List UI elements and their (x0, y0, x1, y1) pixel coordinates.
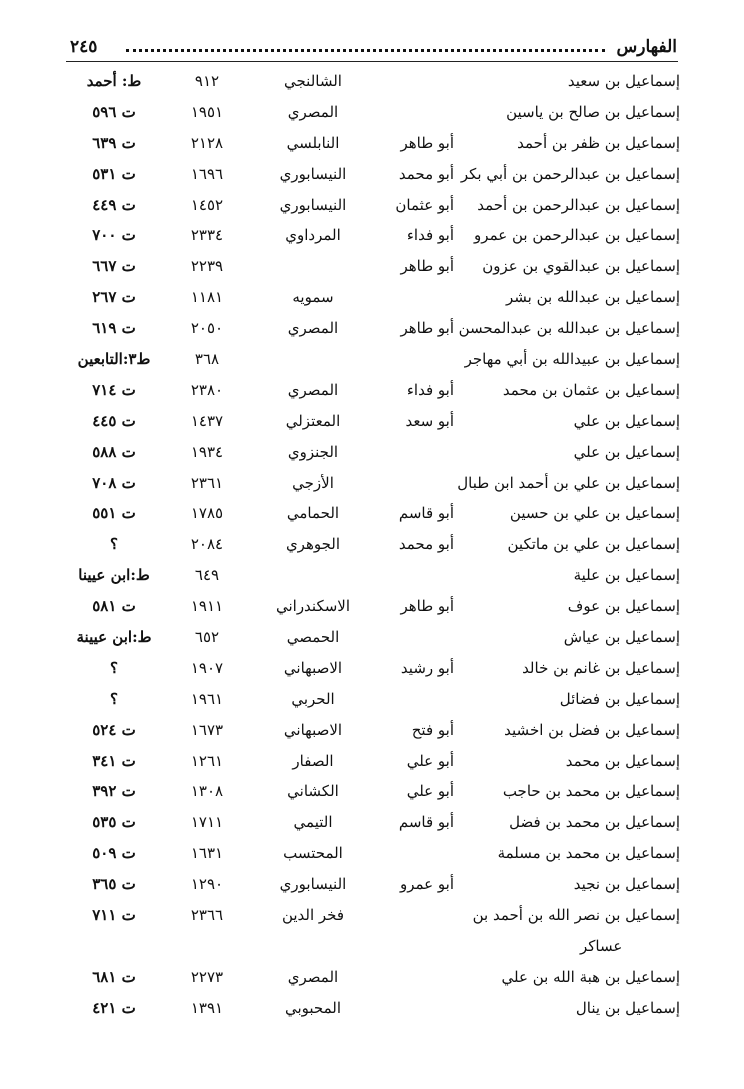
index-row (60, 653, 680, 684)
entry-nisba: المصري (287, 102, 339, 121)
entry-number: ١٣٩١ (190, 998, 224, 1017)
index-row (60, 159, 680, 190)
entry-reference: ت ٤٢١ (92, 998, 136, 1017)
entry-number: ١٢٩٠ (190, 875, 224, 894)
entry-name: إسماعيل بن عثمان بن محمد (502, 380, 680, 399)
leader-dots (126, 49, 605, 52)
entry-nisba: التيمي (293, 813, 333, 832)
entry-nisba: الاصبهاني (283, 720, 343, 739)
index-row (60, 529, 680, 560)
entry-reference: ط٣:التابعين (77, 350, 151, 369)
index-row (60, 591, 680, 622)
entry-reference: ت ٢٦٧ (92, 288, 136, 307)
entry-number: ٢٣٦٦ (190, 906, 224, 925)
entry-nisba: الحمامي (286, 504, 340, 523)
entry-nisba: الجنزوي (287, 442, 339, 461)
entry-number: ٩١٢ (194, 72, 220, 90)
entry-kunya: أبو علي (406, 782, 454, 801)
index-row (60, 498, 680, 529)
entry-nisba: الكشاني (287, 782, 339, 801)
entry-name: إسماعيل بن سعيد (567, 72, 680, 90)
entry-reference: ت ٥٩٦ (92, 102, 136, 121)
entry-number: ١٤٥٢ (190, 195, 224, 214)
entry-name: إسماعيل بن محمد بن حاجب (502, 782, 680, 801)
index-row (60, 622, 680, 653)
entry-name: إسماعيل بن عبيدالله بن أبي مهاجر (464, 350, 680, 369)
index-row (60, 776, 680, 807)
entry-number: ١٧١١ (190, 813, 224, 832)
entry-reference: ت ٥٨٨ (92, 442, 136, 461)
entry-name: إسماعيل بن علي بن ماتكين (507, 535, 680, 554)
index-row (60, 869, 680, 900)
entry-kunya: أبو سعد (405, 411, 454, 430)
entry-reference: ت ٣٩٢ (92, 782, 136, 801)
entry-reference: ت ٥٢٤ (92, 720, 136, 739)
entry-number: ١٩٦١ (190, 689, 224, 708)
entry-number: ١٣٠٨ (190, 782, 224, 801)
entry-nisba: النيسابوري (279, 195, 347, 214)
index-list (60, 66, 680, 1024)
page-header (70, 36, 677, 60)
entry-number: ١٩١١ (190, 597, 224, 616)
entry-reference: ؟ (110, 535, 118, 554)
entry-nisba: الجوهري (285, 535, 341, 554)
entry-name: إسماعيل بن عوف (567, 597, 680, 616)
entry-name: إسماعيل بن علية (573, 566, 680, 585)
entry-nisba: الحربي (291, 689, 335, 708)
entry-number: ٣٦٨ (194, 350, 220, 369)
entry-name: إسماعيل بن عبدالرحمن بن أبي بكر (460, 164, 680, 183)
index-row (60, 838, 680, 869)
entry-reference: ط:ابن عيينة (76, 628, 152, 647)
entry-name: إسماعيل بن عبدالله بن بشر (505, 288, 680, 307)
entry-reference: ت ٣٤١ (92, 751, 136, 770)
entry-reference: ت ٦٨١ (92, 967, 136, 986)
index-row (60, 375, 680, 406)
entry-nisba: الأزجي (292, 473, 334, 492)
entry-reference: ط:ابن عيينا (78, 566, 150, 585)
entry-reference: ت ٦٦٧ (92, 257, 136, 276)
entry-kunya: أبو فداء (406, 380, 454, 399)
entry-nisba: الاسكندراني (275, 597, 351, 616)
entry-number: ٢٠٨٤ (190, 535, 224, 554)
entry-nisba: الصفار (292, 751, 334, 770)
entry-number: ١٩٠٧ (190, 658, 224, 677)
index-row (60, 560, 680, 591)
entry-nisba: المحبوبي (284, 998, 342, 1017)
entry-number: ١٦٩٦ (190, 164, 224, 183)
entry-name: إسماعيل بن ظفر بن أحمد (517, 133, 680, 152)
entry-nisba: النيسابوري (279, 875, 347, 894)
entry-nisba: المعتزلي (285, 411, 341, 430)
entry-kunya: أبو طاهر (400, 133, 454, 152)
entry-name: إسماعيل بن محمد بن فضل (509, 813, 680, 832)
entry-number: ١٤٣٧ (190, 411, 224, 430)
entry-reference: ت ٥٥١ (92, 504, 136, 523)
entry-reference: ت ٦١٩ (92, 319, 136, 338)
entry-kunya: أبو قاسم (398, 813, 454, 832)
index-row (60, 684, 680, 715)
index-row (60, 993, 680, 1024)
index-row (60, 313, 680, 344)
entry-number: ١٢٦١ (190, 751, 224, 770)
entry-reference: ؟ (110, 658, 118, 677)
index-row (60, 97, 680, 128)
entry-kunya: أبو طاهر (400, 597, 454, 616)
entry-kunya: أبو طاهر (400, 319, 454, 338)
entry-name: إسماعيل بن علي بن حسين (509, 504, 680, 523)
entry-reference: ت ٤٤٥ (92, 411, 136, 430)
entry-kunya: أبو طاهر (400, 257, 454, 276)
entry-nisba: المصري (287, 967, 339, 986)
entry-kunya: أبو رشيد (400, 658, 454, 677)
entry-nisba: المصري (287, 319, 339, 338)
entry-nisba: فخر الدين (281, 906, 345, 925)
entry-name: إسماعيل بن نجيد (573, 875, 680, 894)
entry-name: إسماعيل بن علي بن أحمد ابن طبال (457, 473, 680, 492)
entry-number: ١٦٧٣ (190, 720, 224, 739)
entry-reference: ؟ (110, 689, 118, 708)
entry-name: إسماعيل بن محمد بن مسلمة (497, 844, 680, 863)
entry-number: ٢٣٨٠ (190, 380, 224, 399)
entry-name: إسماعيل بن علي (573, 442, 680, 461)
index-row (60, 190, 680, 221)
entry-name: إسماعيل بن محمد (565, 751, 680, 770)
entry-number: ٦٤٩ (194, 566, 220, 585)
entry-reference: ت ٤٤٩ (92, 195, 136, 214)
entry-reference: ت ٣٦٥ (92, 875, 136, 894)
entry-nisba: النابلسي (286, 133, 340, 152)
entry-kunya: أبو قاسم (398, 504, 454, 523)
index-row-continuation (60, 931, 680, 962)
entry-name: إسماعيل بن صالح بن ياسين (506, 102, 680, 121)
entry-name: إسماعيل بن عبدالرحمن بن أحمد (477, 195, 680, 214)
entry-number: ١٩٣٤ (190, 442, 224, 461)
entry-reference: ت ٥٨١ (92, 597, 136, 616)
entry-kunya: أبو محمد (398, 164, 454, 183)
entry-nisba: المحتسب (283, 844, 343, 863)
index-row (60, 962, 680, 993)
index-row (60, 406, 680, 437)
entry-reference: ت ٥٠٩ (92, 844, 136, 863)
entry-name: إسماعيل بن عبدالله بن عبدالمحسن (458, 319, 680, 338)
entry-number: ٢٢٧٣ (190, 967, 224, 986)
entry-name: إسماعيل بن نصر الله بن أحمد بن (472, 906, 680, 925)
index-row (60, 282, 680, 313)
entry-kunya: أبو فتح (411, 720, 454, 739)
entry-number: ١٧٨٥ (190, 504, 224, 523)
entry-name: إسماعيل بن عياش (563, 628, 680, 647)
entry-nisba: الاصبهاني (283, 658, 343, 677)
entry-name: إسماعيل بن فضائل (559, 689, 680, 708)
entry-kunya: أبو فداء (406, 226, 454, 245)
index-row (60, 344, 680, 375)
entry-name: إسماعيل بن هبة الله بن علي (501, 967, 680, 986)
entry-kunya: أبو عمرو (399, 875, 454, 894)
entry-name: إسماعيل بن غانم بن خالد (522, 658, 680, 677)
entry-nisba: المصري (287, 380, 339, 399)
header-rule (66, 61, 678, 62)
index-row (60, 468, 680, 499)
index-row (60, 128, 680, 159)
entry-name: إسماعيل بن علي (573, 411, 680, 430)
index-row (60, 251, 680, 282)
entry-reference: ت ٥٣١ (92, 164, 136, 183)
entry-name: إسماعيل بن فضل بن اخشيد (504, 720, 680, 739)
index-row (60, 746, 680, 777)
entry-number: ٦٥٢ (194, 628, 220, 647)
entry-name: إسماعيل بن ينال (575, 998, 680, 1017)
entry-kunya: أبو علي (406, 751, 454, 770)
entry-reference: ت ٦٣٩ (92, 133, 136, 152)
page-number: ٢٤٥ (70, 37, 98, 57)
entry-nisba: الشالنجي (284, 72, 342, 90)
entry-number: ١٦٣١ (190, 844, 224, 863)
entry-reference: ت ٧٠٨ (92, 473, 136, 492)
entry-number: ١٩٥١ (190, 102, 224, 121)
entry-number: ٢٣٣٤ (190, 226, 224, 245)
entry-reference: ت ٥٣٥ (92, 813, 136, 832)
entry-reference: ط: أحمد (86, 72, 142, 90)
index-row (60, 66, 680, 97)
entry-nisba: المرداوي (285, 226, 341, 245)
entry-kunya: أبو عثمان (395, 195, 454, 214)
index-row (60, 900, 680, 931)
entry-name: إسماعيل بن عبدالقوي بن عزون (482, 257, 680, 276)
index-row (60, 715, 680, 746)
index-row (60, 807, 680, 838)
entry-reference: ت ٧٠٠ (92, 226, 136, 245)
entry-number: ٢٠٥٠ (190, 319, 224, 338)
entry-nisba: النيسابوري (279, 164, 347, 183)
entry-number: ٢١٢٨ (190, 133, 224, 152)
entry-name: إسماعيل بن عبدالرحمن بن عمرو (474, 226, 680, 245)
section-title: الفهارس (616, 37, 677, 57)
entry-kunya: أبو محمد (398, 535, 454, 554)
entry-number: ٢٢٣٩ (190, 257, 224, 276)
index-row (60, 220, 680, 251)
entry-name-continuation: عساكر (580, 936, 623, 955)
entry-number: ١١٨١ (190, 288, 224, 307)
entry-number: ٢٣٦١ (190, 473, 224, 492)
entry-nisba: سمويه (292, 288, 334, 307)
entry-reference: ت ٧١٤ (92, 380, 136, 399)
entry-reference: ت ٧١١ (92, 906, 136, 925)
index-row (60, 437, 680, 468)
entry-nisba: الحمصي (286, 628, 340, 647)
